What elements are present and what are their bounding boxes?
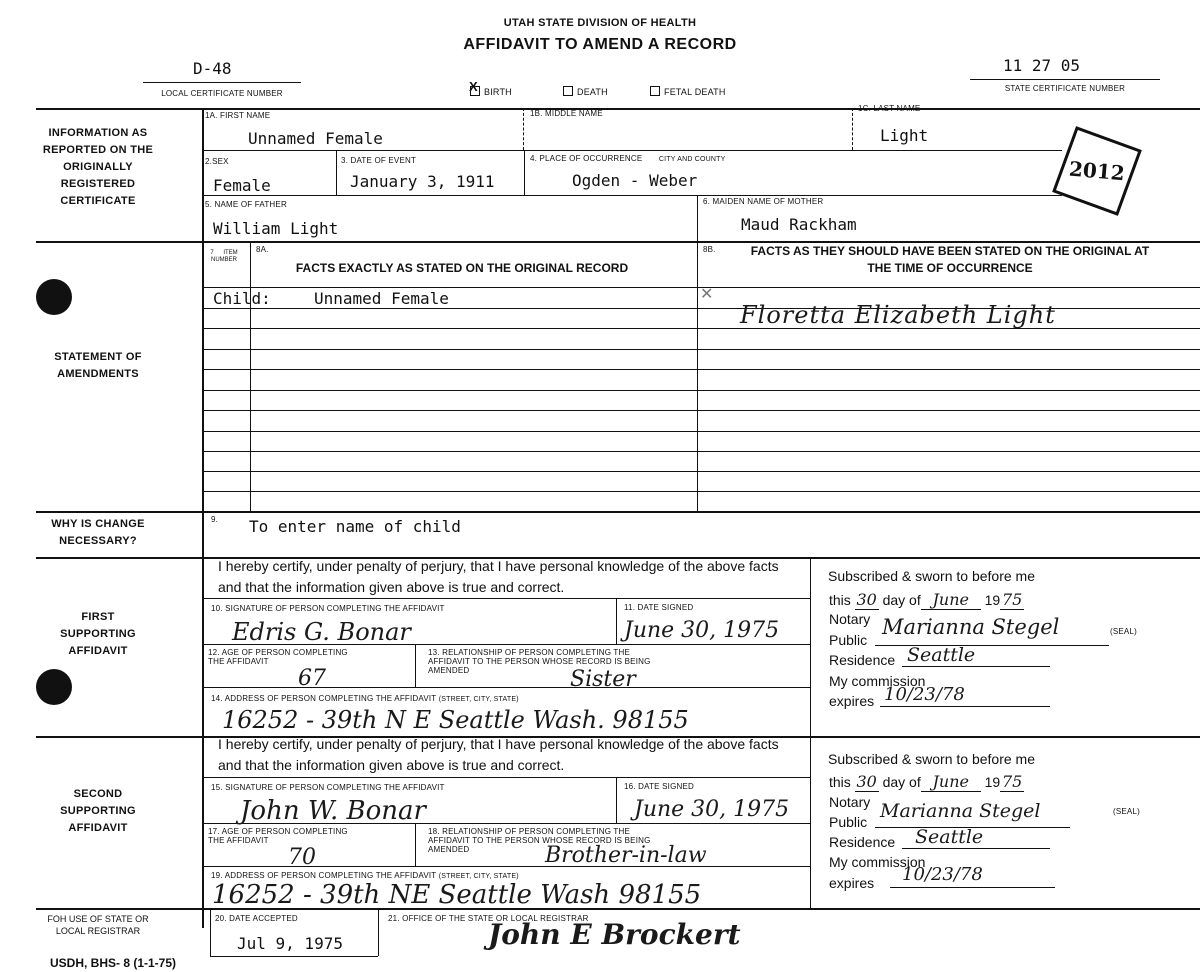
section-label-office: FOH USE OF STATE OR LOCAL REGISTRAR xyxy=(47,914,149,936)
form-title: AFFIDAVIT TO AMEND A RECORD xyxy=(463,36,737,53)
first-relationship: Sister xyxy=(570,667,636,692)
second-notary-seal: (SEAL) xyxy=(1113,807,1140,816)
second-residence-label: Residence xyxy=(829,834,896,850)
place-of-occurrence-value: Ogden - Weber xyxy=(572,171,698,190)
record-type-fetal-death[interactable]: FETAL DEATH xyxy=(650,86,726,97)
second-notary-label: Notary xyxy=(829,794,871,810)
section-label-why: WHY IS CHANGE NECESSARY? xyxy=(51,518,145,547)
punch-hole xyxy=(36,669,72,705)
first-notary-month: June xyxy=(921,590,981,610)
date-accepted-value: Jul 9, 1975 xyxy=(237,934,343,953)
second-notary-day: 30 xyxy=(856,772,877,791)
second-affidavit-certification: I hereby certify, under penalty of perjury, that I have personal knowledge of the above facts and that the information given above is true and correct. xyxy=(218,736,779,773)
second-commission-label: My commission xyxy=(829,854,926,870)
first-notary-day: 30 xyxy=(856,590,877,609)
place-label-text: 4. PLACE OF OCCURRENCE xyxy=(530,154,643,163)
second-relationship-label: 18. RELATIONSHIP OF PERSON COMPLETING THE AFFIDAVIT TO THE PERSON WHOSE RECORD IS BEING AMENDED xyxy=(428,827,651,854)
registration-stamp xyxy=(1052,126,1142,216)
column-8b-header: FACTS AS THEY SHOULD HAVE BEEN STATED ON THE ORIGINAL AT THE TIME OF OCCURRENCE xyxy=(750,244,1150,275)
first-expires-date: 10/23/78 xyxy=(884,684,965,705)
first-notary-seal: (SEAL) xyxy=(1110,627,1137,636)
date-accepted-label: 20. DATE ACCEPTED xyxy=(215,914,298,923)
second-date-signed: June 30, 1975 xyxy=(634,797,790,822)
amendment-row-original-value: Unnamed Female xyxy=(314,289,449,308)
registrar-office-label: 21. OFFICE OF THE STATE OR LOCAL REGISTRAR xyxy=(388,914,589,923)
first-residence: Seattle xyxy=(907,644,976,666)
first-name-value: Unnamed Female xyxy=(248,129,383,148)
first-notary-name: Marianna Stegel xyxy=(882,615,1060,639)
first-address-label xyxy=(211,694,519,704)
first-relationship-label: 13. RELATIONSHIP OF PERSON COMPLETING THE AFFIDAVIT TO THE PERSON WHOSE RECORD IS BEING AMENDED xyxy=(428,648,651,675)
sex-label: 2.SEX xyxy=(205,157,229,166)
second-signature: John W. Bonar xyxy=(240,796,426,826)
first-signature-label: 10. SIGNATURE OF PERSON COMPLETING THE AFFIDAVIT xyxy=(211,604,445,613)
first-notary-subscribed: Subscribed & sworn to before me xyxy=(828,568,1035,584)
second-residence: Seattle xyxy=(915,826,984,848)
agency-name: UTAH STATE DIVISION OF HEALTH xyxy=(503,17,697,29)
local-certificate-number: D-48 xyxy=(193,59,232,78)
place-sublabel-text: CITY AND COUNTY xyxy=(658,156,726,163)
first-signature: Edris G. Bonar xyxy=(232,618,411,646)
date-of-event-label: 3. DATE OF EVENT xyxy=(341,156,417,165)
second-notary-month: June xyxy=(921,772,981,792)
second-public-label: Public xyxy=(829,814,868,830)
middle-name-label: 1B. MIDDLE NAME xyxy=(530,109,603,118)
form-identifier: USDH, BHS- 8 (1-1-75) xyxy=(50,956,177,970)
first-notary-year: 75 xyxy=(1002,590,1023,609)
second-expires-date: 10/23/78 xyxy=(902,864,983,885)
first-public-label: Public xyxy=(829,632,868,648)
last-name-value: Light xyxy=(880,126,929,145)
father-name-label: 5. NAME OF FATHER xyxy=(205,200,287,209)
punch-hole xyxy=(36,279,72,315)
place-of-occurrence-label xyxy=(530,154,726,164)
column-8a-number: 8A. xyxy=(256,245,269,254)
second-address-label-text: 19. ADDRESS OF PERSON COMPLETING THE AFFIDAVIT xyxy=(211,871,437,880)
first-address: 16252 - 39th N E Seattle Wash. 98155 xyxy=(222,706,689,734)
local-certificate-label: LOCAL CERTIFICATE NUMBER xyxy=(161,89,283,98)
section-label-first-affidavit: FIRST SUPPORTING AFFIDAVIT xyxy=(60,611,136,657)
second-notary-name: Marianna Stegel xyxy=(880,800,1041,822)
first-affidavit-certification: I hereby certify, under penalty of perjury, that I have personal knowledge of the above facts and that the information given above is true and correct. xyxy=(218,558,779,595)
column-8a-header: FACTS EXACTLY AS STATED ON THE ORIGINAL RECORD xyxy=(295,261,629,275)
section-label-amendments: STATEMENT OF AMENDMENTS xyxy=(54,351,142,380)
mother-maiden-name-value: Maud Rackham xyxy=(741,215,857,234)
first-address-label-text: 14. ADDRESS OF PERSON COMPLETING THE AFFIDAVIT xyxy=(211,694,437,703)
last-name-label: 1C. LAST NAME xyxy=(858,104,921,113)
second-signature-label: 15. SIGNATURE OF PERSON COMPLETING THE AFFIDAVIT xyxy=(211,783,445,792)
second-age: 70 xyxy=(288,845,316,870)
second-address: 16252 - 39th NE Seattle Wash 98155 xyxy=(212,880,702,910)
first-address-sublabel: (STREET, CITY, STATE) xyxy=(438,696,519,703)
second-age-label: 17. AGE OF PERSON COMPLETING THE AFFIDAVIT xyxy=(208,827,348,845)
fetal-death-checkbox[interactable] xyxy=(650,86,660,96)
section-label-original: INFORMATION AS REPORTED ON THE ORIGINALLY REGISTERED CERTIFICATE xyxy=(42,127,154,207)
second-notary-year: 75 xyxy=(1002,772,1023,791)
second-date-signed-label: 16. DATE SIGNED xyxy=(624,782,694,791)
first-date-signed: June 30, 1975 xyxy=(624,618,780,643)
why-number: 9. xyxy=(211,515,219,524)
second-expires-label: expires xyxy=(829,875,875,891)
second-notary-subscribed: Subscribed & sworn to before me xyxy=(828,751,1035,767)
record-type-birth[interactable]: X BIRTH xyxy=(469,79,512,97)
first-notary-label: Notary xyxy=(829,611,871,627)
item-number-label: 7 ITEM NUMBER xyxy=(210,250,238,263)
first-name-label: 1A. FIRST NAME xyxy=(205,111,271,120)
section-label-second-affidavit: SECOND SUPPORTING AFFIDAVIT xyxy=(60,788,136,834)
why-reason: To enter name of child xyxy=(249,517,461,536)
first-age: 67 xyxy=(298,666,326,691)
second-address-sublabel: (STREET, CITY, STATE) xyxy=(438,873,519,880)
first-age-label: 12. AGE OF PERSON COMPLETING THE AFFIDAVIT xyxy=(208,648,348,666)
first-notary-date-line: this 30 day of June 19 75 xyxy=(829,590,1023,609)
first-residence-label: Residence xyxy=(829,652,896,668)
first-date-signed-label: 11. DATE SIGNED xyxy=(624,603,694,612)
first-commission-label: My commission xyxy=(829,673,926,689)
amendment-check-mark: ✕ xyxy=(700,286,714,303)
first-expires-label: expires xyxy=(829,693,875,709)
registrar-signature: John E Brockert xyxy=(488,918,741,951)
second-relationship: Brother-in-law xyxy=(545,843,707,868)
state-certificate-label: STATE CERTIFICATE NUMBER xyxy=(1004,84,1126,93)
amendment-row-corrected-value: Floretta Elizabeth Light xyxy=(740,301,1056,329)
death-checkbox[interactable] xyxy=(563,86,573,96)
state-certificate-number: 11 27 05 xyxy=(1003,56,1081,75)
mother-maiden-name-label: 6. MAIDEN NAME OF MOTHER xyxy=(703,197,824,206)
father-name-value: William Light xyxy=(213,219,339,238)
record-type-death[interactable]: DEATH xyxy=(563,86,608,97)
date-of-event-value: January 3, 1911 xyxy=(350,172,495,191)
stamp-number: 2012 xyxy=(1068,156,1126,186)
second-notary-date-line: this 30 day of June 19 75 xyxy=(829,772,1023,791)
column-8b-number: 8B. xyxy=(703,245,716,254)
sex-value: Female xyxy=(213,176,271,195)
amendment-row-original-prefix: Child: xyxy=(213,289,271,308)
birth-checkbox[interactable]: X xyxy=(470,86,480,96)
